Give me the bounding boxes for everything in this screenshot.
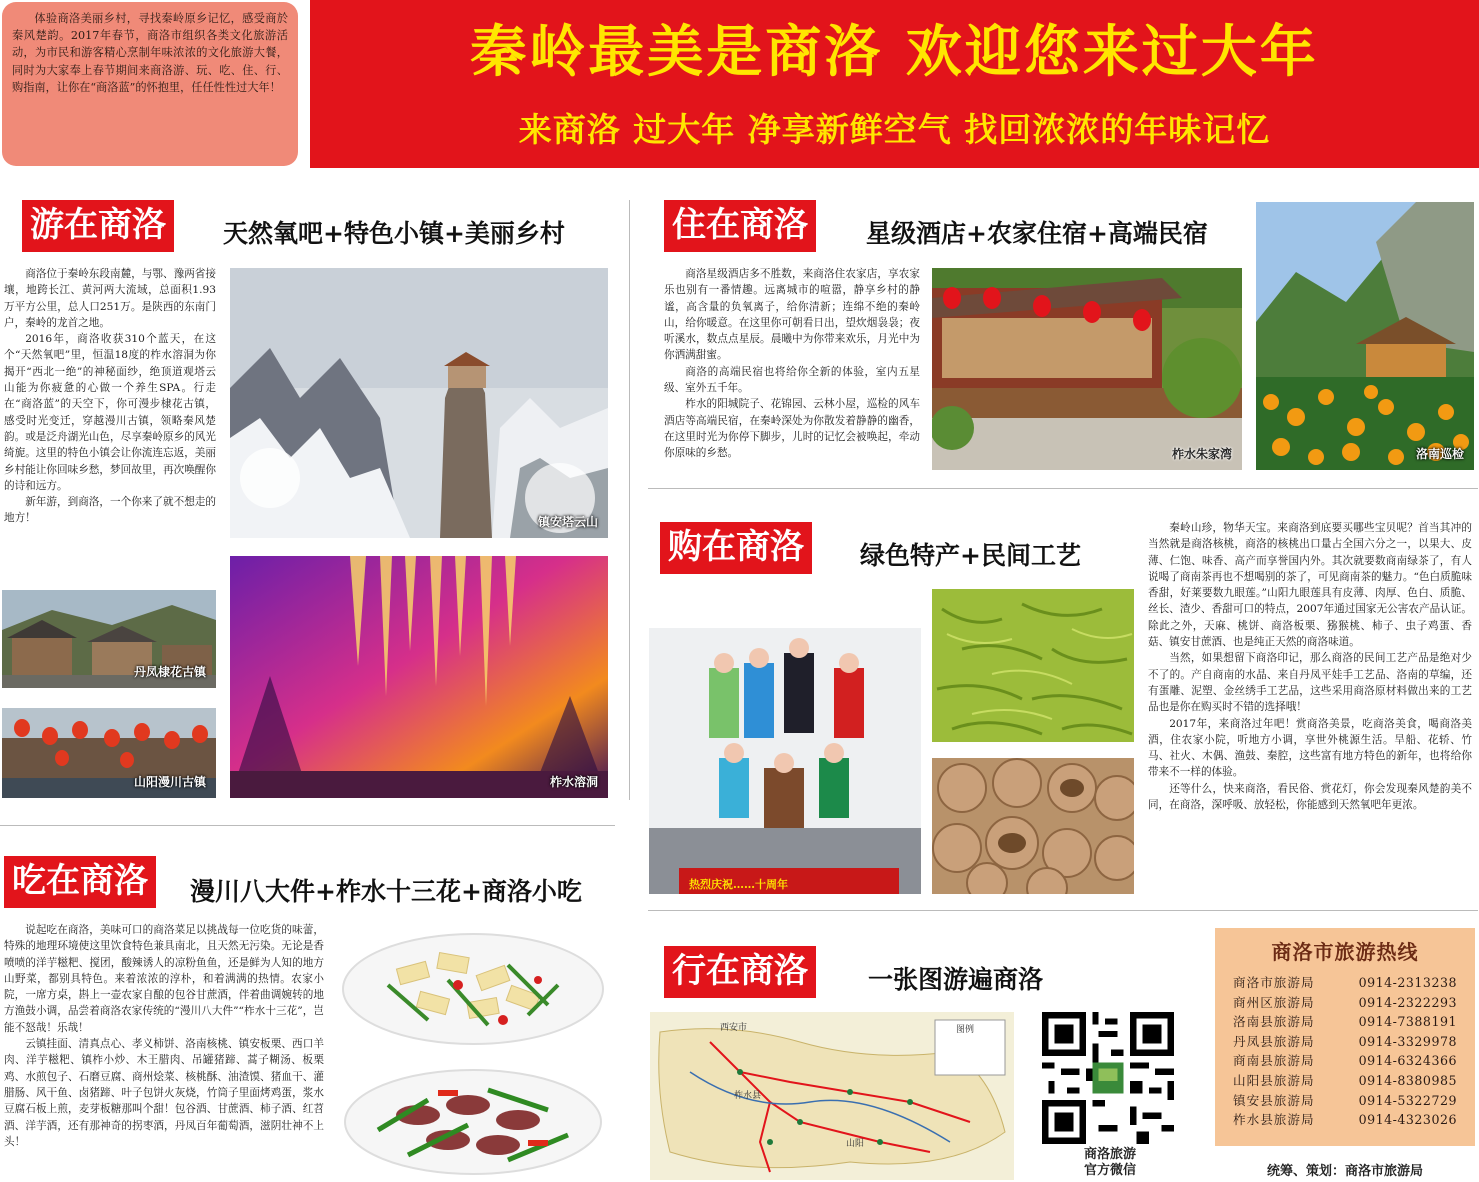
map-legend-title: 图例 [956, 1025, 975, 1035]
qr-caption-line: 官方微信 [1083, 1163, 1136, 1178]
photo-zhashui-cave [230, 556, 608, 798]
paragraph: 商洛位于秦岭东段南麓，与鄂、豫两省接壤，地跨长江、黄河两大流域，总面积1.93万平方公里，总人口251万。是陕西的东南门户，秦岭的龙首之地。 [4, 268, 216, 329]
hotline-phone[interactable]: 0914-5322729 [1358, 1092, 1457, 1108]
paragraph: 商洛星级酒店多不胜数，来商洛住农家店，享农家乐也别有一番情趣。远离城市的喧嚣，静享乡村的静谧，高含量的负氧离子，给你清新；连绵不绝的秦岭山，给你暖意。在这里你可朝看日出，望炊烟袅袅；夜听溪水，数点点星辰。晨曦中为你带来欢乐，月光中为你洒满甜蜜。 [664, 268, 920, 362]
section-subtitle-xing: 一张图游遍商洛 [868, 965, 1044, 994]
hotline-phone[interactable]: 0914-3329978 [1358, 1033, 1457, 1049]
qr-caption [1040, 1147, 1180, 1179]
section-text-gou [1148, 520, 1472, 902]
hotline-phone[interactable]: 0914-2322293 [1358, 994, 1457, 1010]
paragraph: 2017年，来商洛过年吧！赏商洛美景，吃商洛美食，喝商洛美酒，住农家小院，听地方小调，享世外桃源生活。旱船、花轿、竹马、社火、木偶、渔鼓、秦腔，这些富有地方特色的新年，也将给你带来不一样的体验。 [1148, 717, 1472, 779]
photo-caption: 柞水朱家湾 [1171, 447, 1232, 461]
photo-caption: 洛南巡检 [1415, 447, 1464, 461]
hotline-row [1233, 1032, 1457, 1052]
hotline-row [1233, 1012, 1457, 1032]
paragraph: 2016年，商洛收获310个蓝天，在这个“天然氧吧”里，恒温18度的柞水溶洞为你揭开“西北一绝”的神秘面纱，绝顶道观塔云山能为你疲惫的心做一个养生SPA。行走在“商洛蓝”的天空下，你可漫步棣花古镇，感受时光变迁，穿越漫川古镇，领略秦风楚韵。或是泛舟湖光山色，尽享秦岭原乡的风光绮旎。这里的特色小镇会让你流连忘返，美丽乡村能让你回味乡愁，梦回故里，再次唤醒你的诗和远方。 [4, 333, 216, 492]
hotline-phone[interactable]: 0914-4323026 [1358, 1112, 1457, 1128]
hotline-name: 丹凤县旅游局 [1233, 1033, 1315, 1049]
hotline-phone[interactable]: 0914-7388191 [1358, 1014, 1457, 1030]
photo-caption: 柞水溶洞 [549, 775, 598, 789]
hotline-row [1233, 993, 1457, 1013]
section-divider [0, 825, 615, 826]
section-text-chi [4, 922, 324, 1180]
hotline-row [1233, 1110, 1457, 1130]
map-label: 柞水县 [734, 1091, 762, 1101]
photo-green-tea [932, 589, 1134, 742]
hotline-box [1215, 928, 1475, 1146]
photo-dish-stirfry [338, 925, 608, 1047]
paragraph: 说起吃在商洛，美味可口的商洛菜足以挑战每一位吃货的味蕾，特殊的地理环境使这里饮食特色兼具南北，且天然无污染。无论是香喷喷的洋芋糍粑、搅团，酸辣诱人的凉粉鱼鱼，还是鲜为人知的地方山野菜，都别具特色。来着浓浓的淳朴，和着满满的热情。农家小院，一席方桌，斟上一壶农家自酿的包谷甘蔗酒，伴着曲调婉转的地方渔鼓小调，品尝着商洛农家传统的“漫川八大件”“柞水十三花”，岂能不怒哉！乐哉！ [4, 924, 324, 1034]
hotline-row [1233, 973, 1457, 993]
paragraph: 云镇挂面、清真点心、孝义柿饼、洛南核桃、镇安板栗、西口羊肉、洋芋糍粑、镇柞小炒、木王腊肉、吊罐猪蹄、蒿子糊汤、板栗鸡、水煎包子、石磨豆腐、商州烩菜、核桃酥、油渣馍、猪血干、灌腊肠、风干鱼、卤猪蹄、叶子包饼火灰烧，竹筒子里面烤鸡蛋，浆水豆腐石板上煎，麦芽板糖那叫个甜！包谷酒、甘蔗酒、柿子酒、红苕酒、洋芋酒，还有那神奇的拐枣酒，丹凤百年葡萄酒，滋阴壮神不上头！ [4, 1038, 324, 1148]
qr-code[interactable] [1042, 1012, 1174, 1144]
photo-walnuts [932, 758, 1134, 894]
photo-folk-performance [649, 628, 921, 894]
hotline-row [1233, 1071, 1457, 1091]
hotline-phone[interactable]: 0914-8380985 [1358, 1072, 1457, 1088]
section-subtitle-chi: 漫川八大件+柞水十三花+商洛小吃 [190, 877, 582, 906]
section-label-gou: 购在商洛 [660, 522, 812, 574]
map-label: 西安市 [720, 1023, 748, 1033]
hotline-title: 商洛市旅游热线 [1271, 940, 1419, 964]
photo-dish-pork [338, 1060, 608, 1178]
photo-xunjian [1256, 202, 1474, 470]
page-subtitle: 来商洛 过大年 净享新鲜空气 找回浓浓的年味记忆 [518, 110, 1271, 149]
tourist-map[interactable] [650, 1012, 1014, 1180]
hotline-row [1233, 1051, 1457, 1071]
paragraph: 柞水的阳城院子、花锦园、云林小屋，巡检的风车酒店等高端民宿，在秦岭深处为你散发着静静的幽香，在这里时光为你停下脚步，儿时的记忆会被唤起，牵动你原味的乡愁。 [664, 398, 920, 460]
hotline-row [1233, 1091, 1457, 1111]
hotline-name: 山阳县旅游局 [1233, 1072, 1315, 1088]
photo-zhujia-bay [932, 268, 1242, 470]
paragraph: 秦岭山珍，物华天宝。来商洛到底要买哪些宝贝呢？首当其冲的当然就是商洛核桃，商洛的核桃出口量占全国六分之一，以果大、皮薄、仁饱、味香、高产而享誉国内外。其次就要数商南绿茶了，有人说喝了商南茶再也不想喝别的茶了，可见商南茶的魅力。“色白质脆味香甜，好莱要数九眼莲。”山阳九眼莲具有皮薄、肉厚、色白、质脆、丝长、渣少、香甜可口的特点，2007年通过国家无公害农产品认证。除此之外，天麻、桃饼、商洛板栗、猕猴桃、柿子、虫子鸡蛋、香菇、镇安甘蔗酒、也是纯正天然的商洛味道。 [1148, 522, 1472, 649]
paragraph: 商洛的高端民宿也将给你全新的体验，室内五星级、室外五千年。 [664, 365, 920, 395]
paragraph: 当然，如果想留下商洛印记，那么商洛的民间工艺产品是绝对少不了的。产自商南的水晶、来自丹凤平娃手工艺品、洛南的草编，还有蛋雕、泥塑、金丝绣手工艺品，这些采用商洛原材料做出来的工艺品也是你在购买时不错的选择哦！ [1148, 652, 1472, 714]
hotline-phone[interactable]: 0914-6324366 [1358, 1053, 1457, 1069]
section-label-zhu: 住在商洛 [664, 200, 816, 252]
hotline-name: 商南县旅游局 [1233, 1053, 1315, 1069]
section-divider [648, 910, 1478, 911]
hotline-name: 镇安县旅游局 [1233, 1092, 1315, 1108]
section-label-you: 游在商洛 [22, 200, 174, 252]
section-label-xing: 行在商洛 [664, 946, 816, 998]
hotline-name: 商州区旅游局 [1233, 994, 1315, 1010]
photo-tayun-mountain [230, 268, 608, 538]
banner-text: 热烈庆祝……十周年 [689, 878, 788, 891]
hotline-phone[interactable]: 0914-2313238 [1358, 975, 1457, 990]
page-title: 秦岭最美是商洛 欢迎您来过大年 [470, 20, 1319, 85]
photo-caption: 山阳漫川古镇 [133, 775, 206, 789]
photo-dihua-town [2, 590, 216, 688]
header-banner [310, 0, 1479, 168]
section-text-you [4, 266, 216, 572]
photo-caption: 镇安塔云山 [537, 515, 598, 529]
photo-manchuan-town [2, 708, 216, 798]
hotline-name: 洛南县旅游局 [1233, 1014, 1315, 1030]
section-label-chi: 吃在商洛 [4, 856, 156, 908]
map-label: 山阳 [846, 1139, 865, 1149]
credit-line: 统筹、策划：商洛市旅游局 [1266, 1164, 1423, 1179]
hotline-name: 商洛市旅游局 [1233, 975, 1315, 990]
section-divider [648, 488, 1478, 489]
section-text-zhu [664, 266, 920, 472]
qr-caption-line: 商洛旅游 [1083, 1147, 1136, 1162]
photo-caption: 丹凤棣花古镇 [133, 665, 206, 679]
hotline-name: 柞水县旅游局 [1233, 1112, 1315, 1128]
section-subtitle-gou: 绿色特产+民间工艺 [860, 541, 1081, 570]
column-divider [629, 200, 630, 800]
paragraph: 新年游，到商洛，一个你来了就不想走的地方！ [4, 496, 216, 525]
section-subtitle-zhu: 星级酒店+农家住宿+高端民宿 [866, 219, 1208, 248]
paragraph: 还等什么，快来商洛，看民俗、赏花灯，你会发现秦风楚韵美不同，在商洛，深呼吸、放轻松，你能感到天然氧吧年更浓。 [1148, 782, 1472, 812]
intro-box: 体验商洛美丽乡村，寻找秦岭原乡记忆，感受商於秦风楚韵。2017年春节，商洛市组织各类文化旅游活动，为市民和游客精心烹制年味浓浓的文化旅游大餐，同时为大家奉上春节期间来商洛游、玩、吃、住、行、购指南，让你在“商洛蓝”的怀抱里，任任性性过大年！ [2, 2, 298, 166]
section-subtitle-you: 天然氧吧+特色小镇+美丽乡村 [223, 219, 565, 248]
